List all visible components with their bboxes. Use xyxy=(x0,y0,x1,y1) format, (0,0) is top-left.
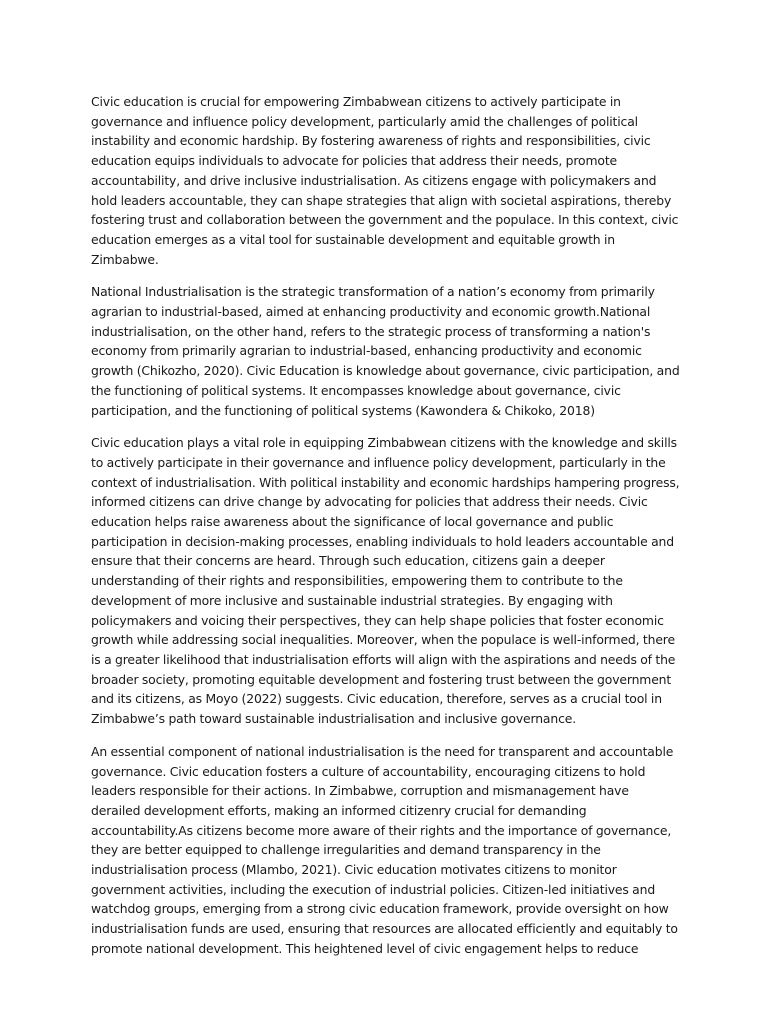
paragraph-intro: Civic education is crucial for empowering Zimbabwean citizens to actively participate in governance and influence policy development, particularly amid the challenges of political instability and economic hardship. By fostering awareness of rights and responsibilities, civic education equips individuals to advocate for policies that address their needs, promote accountability, and drive inclusive industrialisation. As citizens engage with policymakers and hold leaders accountable, they can shape strategies that align with societal aspirations, thereby fostering trust and collaboration between the government and the populace. In this context, civic education emerges as a vital tool for sustainable development and equitable growth in Zimbabwe. xyxy=(91,94,679,267)
paragraph-civic-role: Civic education plays a vital role in equipping Zimbabwean citizens with the knowledge and skills to actively participate in their governance and influence policy development, particularly in the context of industrialisation. With political instability and economic hardships hampering progress, informed citizens can drive change by advocating for policies that address their needs. Civic education helps raise awareness about the significance of local governance and public participation in decision-making processes, enabling individuals to hold leaders accountable and ensure that their concerns are heard. Through such education, citizens gain a deeper understanding of their rights and responsibilities, empowering them to contribute to the development of more inclusive and sustainable industrial strategies. By engaging with policymakers and voicing their perspectives, they can help shape policies that foster economic growth while addressing social inequalities. Moreover, when the populace is well-informed, there is a greater likelihood that industrialisation efforts will align with the aspirations and needs of the broader society, promoting equitable development and fostering trust between the government and its citizens, as Moyo (2022) suggests. Civic education, therefore, serves as a crucial tool in Zimbabwe’s path toward sustainable industrialisation and inclusive governance. xyxy=(91,435,680,727)
paragraph-accountability: An essential component of national industrialisation is the need for transparent and accountable governance. Civic education fosters a culture of accountability, encouraging citizens to hold leaders responsible for their actions. In Zimbabwe, corruption and mismanagement have derailed development efforts, making an informed citizenry crucial for demanding accountability.As citizens become more aware of their rights and the importance of governance, they are better equipped to challenge irregularities and demand transparency in the industrialisation process (Mlambo, 2021). Civic education motivates citizens to monitor government activities, including the execution of industrial policies. Citizen-led initiatives and watchdog groups, emerging from a strong civic education framework, provide oversight on how industrialisation funds are used, ensuring that resources are allocated efficiently and equitably to promote national development. This heightened level of civic engagement helps to reduce xyxy=(91,743,678,956)
document-body xyxy=(91,92,681,972)
paragraph-definitions: National Industrialisation is the strategic transformation of a nation’s economy from primarily agrarian to industrial-based, aimed at enhancing productivity and economic growth.National industrialisation, on the other hand, refers to the strategic process of transforming a nation's economy from primarily agrarian to industrial-based, enhancing productivity and economic growth (Chikozho, 2020). Civic Education is knowledge about governance, civic participation, and the functioning of political systems. It encompasses knowledge about governance, civic participation, and the functioning of political systems (Kawondera & Chikoko, 2018) xyxy=(91,284,680,418)
